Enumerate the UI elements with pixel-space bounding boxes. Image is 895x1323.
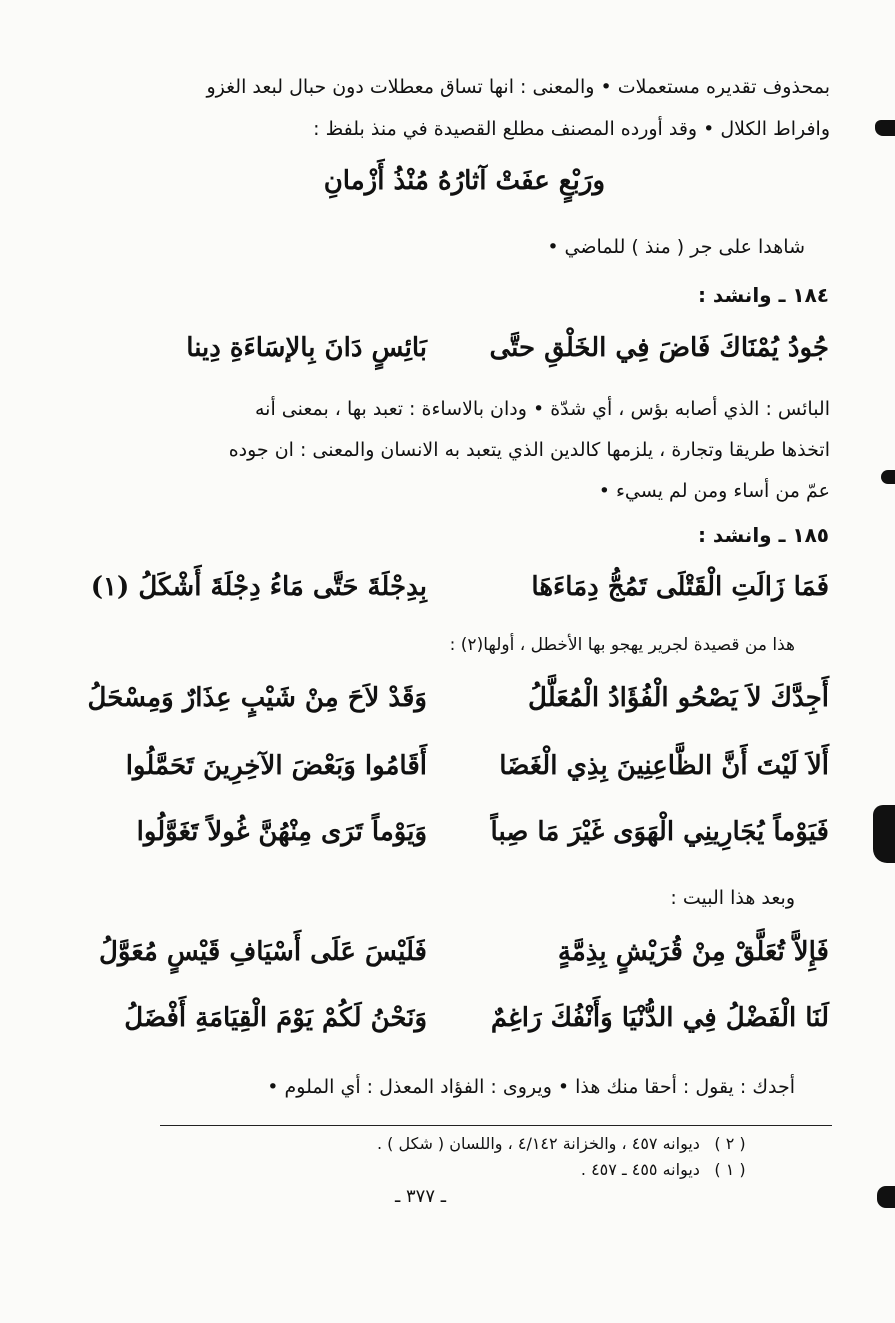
entry-185-note: هذا من قصيدة لجرير يهجو بها الأخطل ، أولها(٢) : <box>449 635 795 655</box>
after-note: وبعد هذا البيت : <box>670 887 795 909</box>
poem1-line-2-right: أَلاَ لَيْتَ أَنَّ الظَّاعِنِينَ بِذِي الْغَضَا <box>499 751 829 781</box>
entry-184-verse-left: بَائِسٍ دَانَ بِالإسَاءَةِ دِينا <box>186 333 427 363</box>
footnote-1 <box>581 1160 755 1179</box>
entry-184-verse-right: جُودُ يُمْنَاكَ فَاضَ فِي الخَلْقِ حتَّى <box>489 333 829 363</box>
footnote-2-text: ديوانه ٤٥٧ ، والخزانة ٤/١٤٢ ، واللسان ( شكل ) . <box>376 1134 700 1153</box>
final-note: أجدك : يقول : أحقا منك هذا • ويروى : الفؤاد المعذل : أي الملوم • <box>267 1076 795 1098</box>
poem2-line-1-left: فَلَيْسَ عَلَى أَسْيَافِ قَيْسٍ مُعَوَّلُ <box>99 937 427 967</box>
entry-185-verse-right: فَمَا زَالَتِ الْقَتْلَى تَمُجُّ دِمَاءَهَا <box>531 572 829 602</box>
poem1-line-2-left: أَقَامُوا وَبَعْضَ الآخِرِينَ تَحَمَّلُوا <box>125 751 427 781</box>
page-number: ـ ٣٧٧ ـ <box>395 1186 447 1207</box>
intro-line-1: بمحذوف تقديره مستعملات • والمعنى : انها تساق معطلات دون حبال لبعد الغزو <box>206 76 830 98</box>
margin-blot <box>875 120 895 136</box>
intro-line-2: وافراط الكلال • وقد أورده المصنف مطلع القصيدة في منذ بلفظ : <box>313 118 830 140</box>
footnote-2 <box>377 1134 755 1153</box>
quoted-hemistich: ورَبْعٍ عفَتْ آثارُهُ مُنْذُ أَزْمانِ <box>323 166 605 196</box>
entry-184-commentary-1: البائس : الذي أصابه بؤس ، أي شدّة • ودان بالاساءة : تعبد بها ، بمعنى أنه <box>254 398 830 420</box>
entry-185-heading: ١٨٥ ـ وانشد : <box>697 523 829 547</box>
poem1-line-3-left: وَيَوْماً تَرَى مِنْهُنَّ غُولاً تَغَوَّلُوا <box>136 817 427 847</box>
entry-184-commentary-2: اتخذها طريقا وتجارة ، يلزمها كالدين الذي يتعبد به الانسان والمعنى : ان جوده <box>228 439 830 461</box>
poem2-line-2-right: لَنَا الْفَضْلُ فِي الدُّنْيَا وَأَنْفُكَ رَاغِمٌ <box>490 1003 829 1033</box>
poem1-line-1-left: وَقَدْ لاَحَ مِنْ شَيْبٍ عِذَارٌ وَمِسْحَلُ <box>87 683 427 713</box>
poem1-line-1-right: أَجِدَّكَ لاَ يَصْحُو الْفُؤَادُ الْمُعَلَّلُ <box>528 683 829 713</box>
margin-blot <box>881 470 895 484</box>
poem2-line-2-left: وَنَحْنُ لَكُمْ يَوْمَ الْقِيَامَةِ أَفْضَلُ <box>124 1003 427 1033</box>
footnote-1-number: ( ١ ) <box>714 1160 746 1179</box>
entry-185-verse-left: بِدِجْلَةَ حَتَّى مَاءُ دِجْلَةَ أَشْكَلُ (١) <box>90 572 427 602</box>
entry-184-heading: ١٨٤ ـ وانشد : <box>697 283 829 307</box>
footnote-2-number: ( ٢ ) <box>714 1134 746 1153</box>
margin-blot <box>877 1186 895 1208</box>
entry-184-commentary-3: عمّ من أساء ومن لم يسيء • <box>598 480 830 502</box>
poem2-line-1-right: فَإِلاَّ تُعَلَّقْ مِنْ قُرَيْشٍ بِذِمَّةٍ <box>557 937 829 967</box>
margin-blot <box>873 805 895 863</box>
footnote-1-text: ديوانه ٤٥٥ ـ ٤٥٧ . <box>580 1160 700 1179</box>
poem1-line-3-right: فَيَوْماً يُجَارِينِي الْهَوَى غَيْرَ مَا صِباً <box>490 817 829 847</box>
quote-note: شاهدا على جر ( منذ ) للماضي • <box>547 236 805 258</box>
footnote-divider <box>160 1125 832 1126</box>
